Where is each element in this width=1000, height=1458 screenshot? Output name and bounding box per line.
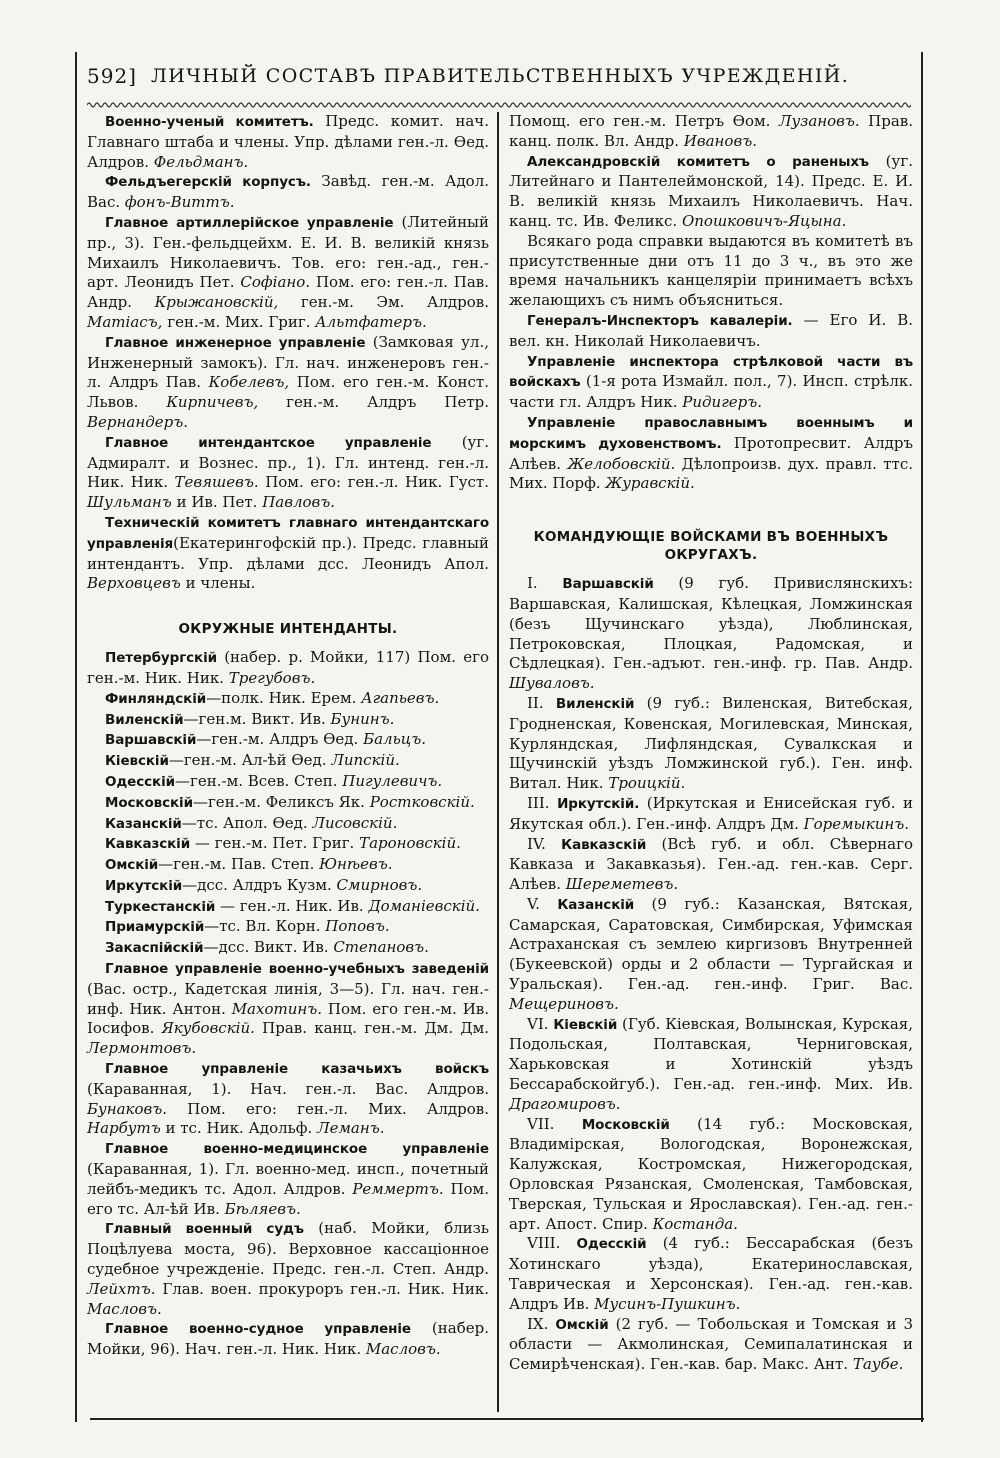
- district-warsaw: Варшавскій—ген.-м. Алдръ Ѳед. Бальцъ.: [105, 730, 426, 749]
- district-petersburg: Петербургскій (набер. р. Мойки, 117) Пом. его ген.-м. Ник. Ник. Трегубовъ.: [87, 648, 489, 687]
- military-district-moscow: VII. Московскій (14 губ.: Московская, Владимірская, Вологодская, Воронежская, Калужская, Костромская, Нижегородская, Орловская Рязанская, Смоленская, Тамбовская, Тверская, Тульская и Ярославская). Ген.-ад. ген.-арт. Апост. Спир. Костанда.: [509, 1114, 913, 1233]
- military-district-caucasus: IV. Кавказскій (Всѣ губ. и обл. Сѣвернаго Кавказа и Закавказья). Ген.-ад. ген.-кав. Серг. Алѣев. Шереметевъ.: [509, 834, 913, 894]
- left-column: [77, 112, 499, 1412]
- entry-medical-directorate: Главное военно-медицинское управленіе (Караванная, 1). Гл. военно-мед. инсп., почетный лейбъ-медикъ тс. Адол. Алдров. Реммертъ. Пом. его тс. Ал-ѣй Ив. Бѣляевъ.: [87, 1141, 489, 1218]
- district-omsk: Омскій—ген.-м. Пав. Степ. Юнѣевъ.: [105, 855, 393, 874]
- entry-rifle-inspector: Управленіе инспектора стрѣлковой части въ войскахъ (1-я рота Измайл. пол., 7). Инсп. стрѣлк. части гл. Алдръ Ник. Ридигеръ.: [509, 353, 913, 412]
- entry-artillery-directorate: Главное артиллерійское управленіе (Литейный пр., 3). Ген.-фельдцейхм. Е. И. В. великій князь Михаилъ Николаевичъ. Тов. его: ген.-ад., ген.-арт. Леонидъ Пет. Софіано. Пом. его: ген.-л. Пав. Андр. Крыжановскій, ген.-м. Эм. Алдров. Матіасъ, ген.-м. Мих. Григ. Альтфатеръ.: [87, 212, 490, 331]
- military-district-kazan: V. Казанскій (9 губ.: Казанская, Вятская, Самарская, Саратовская, Симбирская, Уфимская Астраханская съ землею киргизовъ Внутренней (Букеевской) орды и 2 области — Тургайская и Уральская). Ген.-ад. ген.-инф. Григ. Вас. Мещериновъ.: [509, 894, 913, 1013]
- district-finland: Финляндскій—полк. Ник. Ерем. Агапьевъ.: [105, 688, 440, 707]
- military-district-odessa: VIII. Одесскій (4 губ.: Бессарабская (безъ Хотинскаго уѣзда), Екатеринославская, Таврическая и Херсонская). Ген.-ад. ген.-кав. Алдръ Ив. Мусинъ-Пушкинъ.: [509, 1234, 913, 1313]
- page-number: 592]: [87, 64, 137, 88]
- district-caucasus: Кавказскій — ген.-м. Пет. Григ. Тароновскій.: [105, 834, 461, 853]
- district-irkutsk: Иркутскій—дсс. Алдръ Кузм. Смирновъ.: [105, 875, 423, 894]
- right-column: [499, 112, 921, 1412]
- bottom-rule: [90, 1418, 924, 1420]
- military-district-irkutsk: III. Иркутскій. (Иркутская и Енисейская губ. и Якутская обл.). Ген.-инф. Алдръ Дм. Горемыкинъ.: [509, 793, 914, 833]
- section-heading-district-quartermasters: ОКРУЖНЫЕ ИНТЕНДАНТЫ.: [178, 621, 398, 638]
- military-district-kiev: VI. Кіевскій (Губ. Кіевская, Волынская, Курская, Подольская, Полтавская, Черниговская, Харьковская и Хотинскій уѣздъ Бессарабскойгуб.). Ген.-ад. ген.-инф. Мих. Ив. Драгомировъ.: [509, 1014, 914, 1113]
- district-odessa: Одесскій—ген.-м. Всев. Степ. Пигулевичъ.: [105, 771, 443, 790]
- district-vilna: Виленскій—ген.м. Викт. Ив. Бунинъ.: [105, 709, 395, 728]
- entry-alexander-committee: Александровскій комитетъ о раненыхъ (уг. Литейнаго и Пантелеймонской, 14). Предс. Е. И. В. великій князь Михаилъ Николаевичъ. Нач. канц. тс. Ив. Феликс. Опошковичъ-Яцына.: [509, 151, 913, 230]
- district-transcaspian: Закаспійскій—дсс. Викт. Ив. Степановъ.: [105, 938, 429, 957]
- district-kazan: Казанскій—тс. Апол. Ѳед. Лисовскій.: [105, 813, 398, 832]
- page: [75, 52, 923, 1422]
- section-heading-district-commanders: КОМАНДУЮЩІЕ ВОЙСКАМИ ВЪ ВОЕННЫХЪ ОКРУГАХЪ.: [533, 529, 889, 564]
- page-title: ЛИЧНЫЙ СОСТАВЪ ПРАВИТЕЛЬСТВЕННЫХЪ УЧРЕЖДЕНІЙ.: [150, 65, 850, 87]
- district-moscow: Московскій—ген.-м. Феликсъ Як. Ростковскій.: [105, 792, 475, 811]
- entry-cavalry-inspector: Генералъ-Инспекторъ кавалеріи. — Его И. В. вел. кн. Николай Николаевичъ.: [509, 310, 913, 350]
- entry-continued: Помощ. его ген.-м. Петръ Ѳом. Лузановъ. Прав. канц. полк. Вл. Андр. Ивановъ.: [509, 112, 914, 150]
- entry-military-judicial-directorate: Главное военно-судное управленіе (набер. Мойки, 96). Нач. ген.-л. Ник. Ник. Масловъ.: [87, 1319, 489, 1359]
- district-amur: Приамурскій—тс. Вл. Корн. Поповъ.: [105, 917, 390, 936]
- entry-quartermaster-directorate: Главное интендантское управленіе (уг. Адмиралт. и Вознес. пр., 1). Гл. интенд. ген.-л. Ник. Ник. Тевяшевъ. Пом. его: ген.-л. Ник. Густ. Шульманъ и Ив. Пет. Павловъ.: [87, 432, 489, 512]
- entry-inquiries-note: Всякаго рода справки выдаются въ комитетѣ въ присутственные дни отъ 11 до 3 ч., въ это же время начальникъ канцеляріи принимаетъ всѣхъ желающихъ съ нимъ объясниться.: [509, 231, 913, 310]
- military-district-warsaw: I. Варшавскій (9 губ. Привислянскихъ: Варшавская, Калишская, Кѣлецкая, Ломжинская (безъ Щучинскаго уѣзда), Люблинская, Петроковская, Плоцкая, Радомская, и Сѣдлецкая). Ген.-адъют. ген.-инф. гр. Пав. Андр. Шуваловъ.: [509, 574, 913, 693]
- wavy-divider: [87, 100, 911, 110]
- military-district-omsk: IX. Омскій (2 губ. — Тобольская и Томская и 3 области — Акмолинская, Семипалатинская и Семирѣченская). Ген.-кав. бар. Макс. Ант. Таубе.: [509, 1314, 914, 1374]
- military-district-vilna: II. Виленскій (9 губ.: Виленская, Витебская, Гродненская, Ковенская, Могилевская, Минская, Курляндская, Лифляндская, Сувалкская и Щучинскій уѣздъ Ломжинской губ.). Ген. инф. Витал. Ник. Троицкій.: [509, 693, 913, 793]
- district-turkestan: Туркестанскій — ген.-л. Ник. Ив. Доманіевскій.: [105, 896, 480, 915]
- entry-technical-committee: Техническій комитетъ главнаго интендантскаго управленія(Екатерингофскій пр.). Предс. главный интендантъ. Упр. дѣлами дсс. Леонидъ Апол. Верховцевъ и члены.: [87, 514, 489, 593]
- entry-courier-corps: Фельдъегерскій корпусъ. Завѣд. ген.-м. Адол. Вас. фонъ-Виттъ.: [87, 172, 490, 212]
- district-kiev: Кіевскій—ген.-м. Ал-ѣй Ѳед. Липскій.: [105, 751, 400, 770]
- entry-military-schools-directorate: Главное управленіе военно-учебныхъ заведеній (Вас. остр., Кадетская линія, 3—5). Гл. нач. ген.-инф. Ник. Антон. Махотинъ. Пом. его ген.-м. Ив. Іосифов. Якубовскій. Прав. канц. ген.-м. Дм. Дм. Лермонтовъ.: [87, 961, 490, 1058]
- entry-cossack-directorate: Главное управленіе казачьихъ войскъ (Караванная, 1). Нач. ген.-л. Вас. Алдров. Бунаковъ. Пом. его: ген.-л. Мих. Алдров. Нарбутъ и тс. Ник. Адольф. Леманъ.: [87, 1061, 489, 1138]
- entry-engineering-directorate: Главное инженерное управленіе (Замковая ул., Инженерный замокъ). Гл. нач. инженеровъ ген.-л. Алдръ Пав. Кобелевъ, Пом. его ген.-м. Конст. Львов. Кирпичевъ, ген.-м. Алдръ Петр. Вернандеръ.: [87, 332, 490, 431]
- entry-clergy-directorate: Управленіе православнымъ военнымъ и морскимъ духовенствомъ. Протопресвит. Алдръ Алѣев. Желобовскій. Дѣлопроизв. дух. правл. ттс. Мих. Порф. Журавскій.: [509, 414, 914, 493]
- entry-military-scientific-committee: Военно-ученый комитетъ. Предс. комит. нач. Главнаго штаба и члены. Упр. дѣлами ген.-л. Ѳед. Алдров. Фельдманъ.: [87, 112, 489, 171]
- columns: [77, 112, 921, 1412]
- page-header: [77, 52, 921, 100]
- entry-military-court: Главный военный судъ (наб. Мойки, близь Поцѣлуева моста, 96). Верховное кассаціонное судебное учрежденіе. Предс. ген.-л. Степ. Андр. Лейхтъ. Глав. воен. прокуроръ ген.-л. Ник. Ник. Масловъ.: [87, 1219, 490, 1318]
